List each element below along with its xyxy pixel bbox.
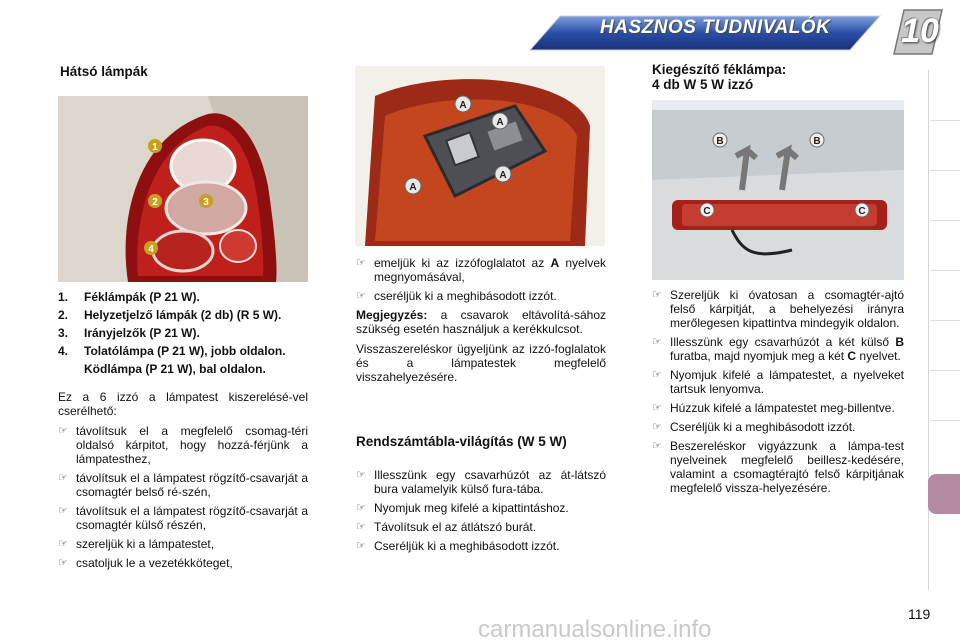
callout-1: 1 [152, 142, 158, 153]
chapter-number: 10 [901, 12, 939, 50]
instruction-list [58, 424, 308, 570]
instruction-list [356, 256, 606, 303]
pointing-hand-icon: ☞ [356, 469, 366, 481]
callout-c: C [703, 206, 711, 217]
callout-a: A [496, 117, 504, 128]
chapter-tab[interactable] [930, 370, 960, 421]
list-item: 4. Tolatólámpa (P 21 W), jobb oldalon. [58, 344, 286, 358]
list-item: ☞ Szereljük ki óvatosan a csomagtér-ajtó felső kárpitját, a behelyezési irányra merőlegesen kipattintva mindegyik oldalon. [652, 288, 904, 330]
list-item: ☞ Távolítsuk el az átlátszó burát. [356, 520, 537, 534]
left-column [58, 290, 308, 575]
brake-light-photo [652, 100, 904, 280]
callout-c: C [858, 206, 866, 217]
list-item: ☞ Cseréljük ki a meghibásodott izzót. [652, 420, 856, 434]
page-title: HASZNOS TUDNIVALÓK [600, 17, 831, 38]
list-item: ☞ Beszereléskor vigyázzunk a lámpa-test nyelveinek megfelelő beillesz-kedésére, valamint a csomagtérajtó felső kárpitjának megfelelő vissza-helyezésére. [652, 439, 904, 495]
rear-lamp-photo [58, 96, 308, 282]
callout-2: 2 [152, 197, 158, 208]
pointing-hand-icon: ☞ [356, 290, 366, 302]
list-item: ☞ távolítsuk el a lámpatest rögzítő-csavarját a csomagtér külső részén, [58, 504, 308, 532]
middle-column [356, 256, 606, 390]
list-item: ☞ Húzzuk kifelé a lámpatestet meg-billentve. [652, 401, 895, 415]
lamp-list [58, 290, 308, 376]
list-item: ☞ emeljük ki az izzófoglalatot az A nyelvek megnyomásával, [356, 256, 607, 284]
chapter-tab-active[interactable] [928, 474, 960, 514]
pointing-hand-icon: ☞ [652, 402, 662, 414]
pointing-hand-icon: ☞ [652, 421, 662, 433]
instruction-list [652, 288, 904, 495]
pointing-hand-icon: ☞ [356, 540, 366, 552]
callout-b: B [716, 136, 724, 147]
chapter-tab[interactable] [930, 170, 960, 221]
page-number: 119 [908, 606, 931, 622]
callout-3: 3 [203, 197, 209, 208]
callout-b: B [813, 136, 821, 147]
list-item: ☞ Cseréljük ki a meghibásodott izzót. [356, 539, 560, 553]
pointing-hand-icon: ☞ [58, 538, 68, 550]
bulb-holder-photo [355, 66, 605, 246]
callout-a: A [499, 170, 507, 181]
instruction-list [356, 468, 606, 553]
list-item: ☞ Illesszünk egy csavarhúzót az át-látszó bura valamelyik külső fura-tába. [356, 468, 606, 496]
chapter-tab[interactable] [930, 420, 960, 471]
pointing-hand-icon: ☞ [652, 440, 662, 452]
list-item: ☞ szereljük ki a lámpatestet, [58, 537, 215, 551]
list-item: ☞ Illesszünk egy csavarhúzót a két külső B furatba, majd nyomjuk meg a két C nyelvet. [652, 335, 904, 363]
pointing-hand-icon: ☞ [652, 369, 662, 381]
list-item: 2. Helyzetjelző lámpák (2 db) (R 5 W). [58, 308, 282, 322]
chapter-tab[interactable] [930, 120, 960, 171]
chapter-tab[interactable] [930, 270, 960, 321]
list-item: 3. Irányjelzők (P 21 W). [58, 326, 200, 340]
pointing-hand-icon: ☞ [58, 505, 68, 517]
pointing-hand-icon: ☞ [356, 521, 366, 533]
list-item: ☞ távolítsuk el a megfelelő csomag-téri oldalsó kárpitot, hogy hozzá-férjünk a lámpatesthez, [58, 424, 308, 466]
list-item: 1. Féklámpák (P 21 W). [58, 290, 200, 304]
callout-a: A [459, 100, 467, 111]
plate-light-steps [356, 468, 606, 558]
pointing-hand-icon: ☞ [652, 336, 662, 348]
list-item: ☞ Nyomjuk kifelé a lámpatestet, a nyelveket tartsuk lenyomva. [652, 368, 904, 396]
chapter-tab[interactable] [930, 320, 960, 371]
pointing-hand-icon: ☞ [652, 289, 662, 301]
callout-4: 4 [148, 244, 154, 255]
pointing-hand-icon: ☞ [58, 472, 68, 484]
section-heading-brake-light: Kiegészítő féklámpa: 4 db W 5 W izzó [652, 62, 787, 92]
right-column [652, 288, 904, 500]
intro-text: Ez a 6 izzó a lámpatest kiszerelésé-vel cserélhető: [58, 390, 308, 418]
list-item: ☞ cseréljük ki a meghibásodott izzót. [356, 289, 557, 303]
list-item: Ködlámpa (P 21 W), bal oldalon. [84, 362, 266, 376]
callout-a: A [409, 182, 417, 193]
pointing-hand-icon: ☞ [58, 425, 68, 437]
pointing-hand-icon: ☞ [58, 557, 68, 569]
reassembly-note: Visszaszereléskor ügyeljünk az izzó-foglalatok és a lámpatestek megfelelő visszahelyezésére. [356, 342, 606, 384]
pointing-hand-icon: ☞ [356, 502, 366, 514]
pointing-hand-icon: ☞ [356, 257, 366, 269]
chapter-tab[interactable] [930, 220, 960, 271]
section-heading-rear-lamps: Hátsó lámpák [60, 64, 148, 79]
note: Megjegyzés: a csavarok eltávolítá-sához szükség esetén használjuk a kerékkulcsot. [356, 308, 606, 336]
list-item: ☞ csatoljuk le a vezetékköteget, [58, 556, 233, 570]
section-heading-plate-light: Rendszámtábla-világítás (W 5 W) [356, 434, 567, 449]
watermark: carmanualsonline.info [478, 616, 712, 643]
list-item: ☞ Nyomjuk meg kifelé a kipattintáshoz. [356, 501, 569, 515]
list-item: ☞ távolítsuk el a lámpatest rögzítő-csavarját a csomagtér belső ré-szén, [58, 471, 308, 499]
